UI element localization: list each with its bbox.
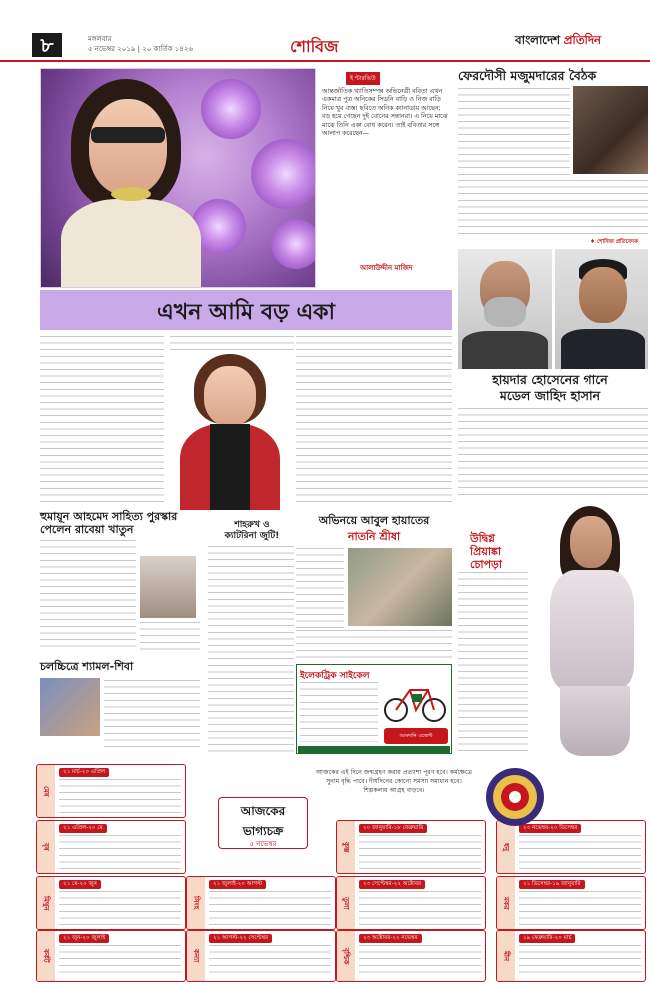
sign-text — [209, 891, 331, 926]
rabeya-photo — [140, 556, 196, 618]
sign-text — [59, 835, 181, 870]
shaman-photo — [40, 678, 100, 736]
sign-text — [59, 891, 181, 926]
shahrukh-body — [208, 546, 294, 752]
ad-footer-bar — [298, 746, 450, 754]
sign-date: ২১ মে-২০ জুন — [59, 880, 101, 889]
sign-name: সিংহ — [187, 877, 205, 929]
ferdousi-body-1 — [458, 88, 570, 178]
sign-name: মকর — [497, 877, 515, 929]
horoscope-sign — [496, 820, 646, 874]
feature-byline: আলাউদ্দীন মাজিদ — [360, 264, 413, 272]
ad-badge: আমদানি এজেন্ট — [384, 728, 448, 744]
feature-body-col1 — [40, 336, 164, 504]
sign-date: ২৩ সেপ্টেম্বর-২২ অক্টোবর — [359, 880, 425, 889]
sign-name: কুম্ভ — [337, 821, 355, 873]
sign-name: মেষ — [37, 765, 55, 817]
horoscope-sign — [36, 930, 186, 982]
section-title: শোবিজ — [290, 37, 339, 56]
newspaper-logo — [515, 32, 601, 52]
feature-headline: এখন আমি বড় একা — [157, 300, 335, 325]
sign-name: ধনু — [497, 821, 515, 873]
sign-text — [519, 945, 641, 978]
priyanka-headline-3: চোপড়া — [470, 558, 503, 571]
sign-name: কন্যা — [187, 931, 205, 981]
logo-part-1: বাংলাদেশ — [515, 33, 564, 47]
sign-date: ২৩ নভেম্বর-২০ ডিসেম্বর — [519, 824, 581, 833]
horoscope-title-1: আজকের — [240, 804, 286, 818]
ferdousi-body-2 — [458, 180, 648, 234]
horoscope-sign — [496, 876, 646, 930]
sign-text — [209, 945, 331, 978]
horoscope-title — [218, 803, 308, 843]
sign-text — [519, 891, 641, 926]
sign-name: বৃশ্চিক — [337, 931, 355, 981]
shahrukh-headline — [208, 520, 296, 542]
abul-headline-1: অভিনয়ে আবুল হায়াতের — [318, 514, 430, 527]
feature-body-col2a — [170, 336, 294, 350]
horoscope-sign — [36, 876, 186, 930]
sign-date: ২১ জুলাই-২০ আগস্ট — [209, 880, 266, 889]
sign-text — [59, 779, 181, 814]
horoscope-sign — [36, 820, 186, 874]
feature-portrait — [170, 350, 288, 510]
interview-tag: ই ন্টারভিউ — [346, 72, 380, 85]
horoscope-sign — [186, 930, 336, 982]
feature-photo — [40, 68, 316, 288]
horoscope-subtitle: ৫ নভেম্বর — [249, 840, 277, 848]
ad-title: ইলেকট্রিক সাইকেল — [300, 671, 370, 681]
hayder-body — [458, 408, 648, 496]
header-date: ৫ নভেম্বর ২০১৯ | ২০ কার্তিক ১৪২৬ — [88, 45, 193, 53]
sign-date: ২১ এপ্রিল-২০ মে — [59, 824, 107, 833]
sign-text — [59, 945, 181, 978]
abul-body-2 — [296, 630, 452, 660]
ferdousi-photo — [573, 86, 648, 174]
header-day: মঙ্গলবার — [88, 35, 112, 43]
sign-date: ২৩ অক্টোবর-২২ নভেম্বর — [359, 934, 422, 943]
humayun-body — [40, 540, 136, 650]
ferdousi-headline: ফেরদৌসী মজুমদারের বৈঠক — [458, 68, 597, 83]
shahrukh-headline-2: ক্যাটরিনা জুটি! — [224, 531, 280, 541]
horoscope-sign — [36, 764, 186, 818]
humayun-headline: হুমায়ূন আহমেদ সাহিত্য পুরস্কার পেলেন রাবেয়া খাতুন — [40, 510, 178, 536]
sign-text — [519, 835, 641, 870]
priyanka-headline-2: প্রিয়াঙ্কা — [470, 545, 502, 558]
priyanka-photo — [530, 500, 648, 756]
sign-name: মীন — [497, 931, 515, 981]
logo-part-2: প্রতিদিন — [563, 33, 601, 47]
sign-date: ২১ আগস্ট-২২ সেপ্টেম্বর — [209, 934, 272, 943]
shaman-body — [104, 680, 200, 752]
humayun-body-2 — [140, 622, 200, 652]
hayder-headline-1: হায়দার হোসেনের গানে — [492, 372, 608, 387]
sign-text — [359, 835, 481, 870]
abul-body-1 — [296, 548, 344, 628]
sign-date: ২১ মার্চ-২০ এপ্রিল — [59, 768, 109, 777]
sign-date: ২১ জুন-২০ জুলাই — [59, 934, 109, 943]
shaman-headline: চলচ্চিত্রে শ্যামল-শিবা — [40, 660, 134, 673]
horoscope-sign — [336, 930, 486, 982]
abul-photo — [348, 548, 452, 626]
ferdousi-credit: ♦ শোবিজ প্রতিবেদক — [590, 239, 639, 245]
bicycle-icon — [382, 676, 448, 724]
sign-name: বৃষ — [37, 821, 55, 873]
feature-intro: আন্তর্জাতিক খ্যাতিসম্পন্ন অভিনেত্রী ববিতা এখন একমাত্র পুত্র অনিকের সিডনি বাড়ি ও নিজ বাড়ি নিয়ে খুব ব্যস্ত। ছবিতে অনিক ক্যানাডায় আছেন; বড় হয়ে গেছেন দুই বোনের সন্তানরা। এ নিয়ে মাঝে মাঝে তিনি একা বোধ করেন। তাই ববিতার সঙ্গে আলাপ করেছেন— — [322, 88, 448, 138]
shahrukh-headline-1: শাহরুখ ও — [234, 520, 270, 530]
hayder-headline — [452, 372, 648, 404]
horoscope-sign — [336, 876, 486, 930]
sign-date: ২০ জানুয়ারি-১৮ ফেব্রুয়ারি — [359, 824, 427, 833]
abul-headline-2: নাতনি শ্রীষা — [347, 530, 401, 543]
sign-text — [359, 891, 481, 926]
horoscope-center-text: আজকের এই দিনে জন্মগ্রহণ করায় প্রত্যাশা পূরণ হবে। কর্মক্ষেত্রে সুনাম বৃদ্ধি পাবে। দীর্ঘদিনের কোনো সমস্যা সমাধান হবে। শিল্পকলায় আগ্রহ বাড়বে। — [315, 769, 473, 794]
hayder-headline-2: মডেল জাহিদ হাসান — [499, 388, 601, 403]
horoscope-sign — [336, 820, 486, 874]
sign-date: ২১ ডিসেম্বর-১৯ জানুয়ারি — [519, 880, 585, 889]
sign-name: কর্কট — [37, 931, 55, 981]
zahid-photo — [555, 249, 648, 369]
priyanka-headline-1: উদ্বিগ্ন — [470, 532, 495, 545]
feature-body-col3 — [296, 336, 452, 504]
page-number: ৮ — [32, 33, 62, 57]
sign-name: তুলা — [337, 877, 355, 929]
horoscope-sign — [496, 930, 646, 982]
horoscope-sign — [186, 876, 336, 930]
sign-text — [359, 945, 481, 978]
singer-photo — [458, 249, 552, 369]
sign-date: ১৯ ফেব্রুয়ারি-২০ মার্চ — [519, 934, 575, 943]
priyanka-body — [458, 572, 528, 752]
zodiac-wheel-icon — [484, 766, 546, 828]
ad-text — [300, 682, 378, 742]
horoscope-title-2: ভাগ্যচক্র — [242, 824, 284, 838]
sign-name: মিথুন — [37, 877, 55, 929]
